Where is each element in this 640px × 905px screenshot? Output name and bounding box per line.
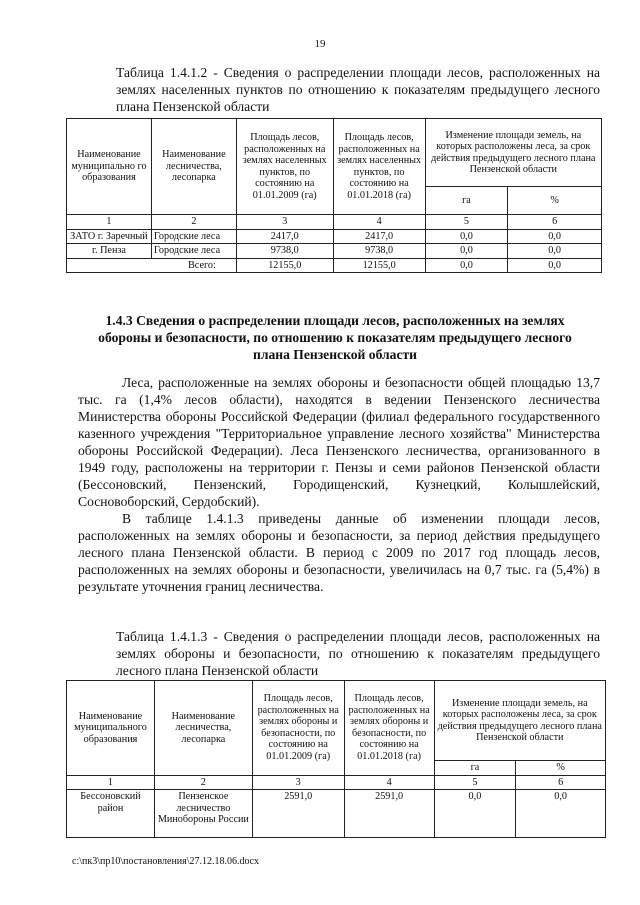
table2-colnum: 5 <box>434 775 516 790</box>
table1-colnum: 5 <box>425 215 508 230</box>
table1-header-area-2018: Площадь лесов, расположенных на землях населенных пунктов, по состоянию на 01.01.2018 (га) <box>333 119 425 215</box>
table1-total-change-ha: 0,0 <box>425 258 508 273</box>
table2-colnum: 6 <box>516 775 606 790</box>
table2-header-municipality: Наименование муниципального образования <box>67 681 155 776</box>
table-row <box>67 229 602 244</box>
table2-cell-area-2018: 2591,0 <box>344 790 434 838</box>
table1-total-change-pct: 0,0 <box>508 258 602 273</box>
table2-header-ha: га <box>434 761 516 776</box>
table-total-row <box>67 258 602 273</box>
table1-cell-area-2018: 9738,0 <box>333 244 425 259</box>
table1-total-area-2009: 12155,0 <box>236 258 333 273</box>
table2-header-area-2009: Площадь лесов, расположенных на землях обороны и безопасности, по состоянию на 01.01.2009 (га) <box>252 681 344 776</box>
table1-cell-area-2018: 2417,0 <box>333 229 425 244</box>
table2-colnum: 2 <box>154 775 252 790</box>
table1-cell-municipality: г. Пенза <box>67 244 152 259</box>
table1-colnum: 2 <box>151 215 236 230</box>
table2-header-area-2018: Площадь лесов, расположенных на землях обороны и безопасности, по состоянию на 01.01.2018 (га) <box>344 681 434 776</box>
section-heading: 1.4.3 Сведения о распределении площади лесов, расположенных на землях обороны и безопасности, по отношению к показателям предыдущего лесного плана Пензенской области <box>98 313 572 362</box>
table1-colnum: 3 <box>236 215 333 230</box>
table1-caption-text: Таблица 1.4.1.2 - Сведения о распределении площади лесов, расположенных на землях населенных пунктов по отношению к показателям предыдущего лесного плана Пензенской области <box>116 65 600 114</box>
table2-header-forestry: Наименование лесничества, лесопарка <box>154 681 252 776</box>
table2-caption <box>72 628 600 679</box>
table2-cell-municipality: Бессоновский район <box>67 790 155 838</box>
table-row <box>67 244 602 259</box>
table1-total-label: Всего: <box>67 258 237 273</box>
table1-cell-change-pct: 0,0 <box>508 244 602 259</box>
table2-colnum: 4 <box>344 775 434 790</box>
table-row <box>67 790 606 838</box>
table1-cell-forestry: Городские леса <box>151 244 236 259</box>
table1 <box>66 118 602 273</box>
table1-header-ha: га <box>425 187 508 215</box>
table2-cell-area-2009: 2591,0 <box>252 790 344 838</box>
table2-header-pct: % <box>516 761 606 776</box>
table2-colnum: 3 <box>252 775 344 790</box>
page-number: 19 <box>314 38 326 50</box>
table2-caption-text: Таблица 1.4.1.3 - Сведения о распределении площади лесов, расположенных на землях обороны и безопасности, по отношению к показателям предыдущего лесного плана Пензенской области <box>116 629 600 678</box>
table2-colnum: 1 <box>67 775 155 790</box>
table1-cell-change-ha: 0,0 <box>425 229 508 244</box>
table1-colnum: 4 <box>333 215 425 230</box>
table2-cell-forestry: Пензенское лесничество Минобороны России <box>154 790 252 838</box>
table1-cell-area-2009: 9738,0 <box>236 244 333 259</box>
table1-header-area-2009: Площадь лесов, расположенных на землях населенных пунктов, по состоянию на 01.01.2009 (га) <box>236 119 333 215</box>
table1-cell-change-pct: 0,0 <box>508 229 602 244</box>
section-body <box>78 374 600 595</box>
table1-header-pct: % <box>508 187 602 215</box>
table1-cell-municipality: ЗАТО г. Заречный <box>67 229 152 244</box>
table2 <box>66 680 606 838</box>
table1-caption <box>72 64 600 115</box>
table2-header-change: Изменение площади земель, на которых расположены леса, за срок действия предыдущего лесного плана Пензенской области <box>434 681 605 761</box>
table1-colnum: 1 <box>67 215 152 230</box>
table2-cell-change-ha: 0,0 <box>434 790 516 838</box>
table1-header-municipality: Наименование муниципально го образования <box>67 119 152 215</box>
paragraph-2: В таблице 1.4.1.3 приведены данные об изменении площади лесов, расположенных на землях обороны и безопасности, за период действия предыдущего лесного плана Пензенской области. В период с 2009 по 2017 год площадь лесов, расположенных на землях обороны и безопасности, увеличилась на 0,7 тыс. га (5,4%) в результате уточнения границ лесничества. <box>78 511 600 594</box>
footer-file-path: c:\пк3\пр10\постановления\27.12.18.06.docx <box>72 856 259 867</box>
table1-cell-change-ha: 0,0 <box>425 244 508 259</box>
table1-total-area-2018: 12155,0 <box>333 258 425 273</box>
table1-header-forestry: Наименование лесничества, лесопарка <box>151 119 236 215</box>
table1-cell-forestry: Городские леса <box>151 229 236 244</box>
table1-header-change: Изменение площади земель, на которых расположены леса, за срок действия предыдущего лесного плана Пензенской области <box>425 119 601 187</box>
table2-cell-change-pct: 0,0 <box>516 790 606 838</box>
table1-cell-area-2009: 2417,0 <box>236 229 333 244</box>
paragraph-1: Леса, расположенные на землях обороны и безопасности общей площадью 13,7 тыс. га (1,4% лесов области), находятся в ведении Пензенского лесничества Министерства обороны Российской Федерации (филиал федерального государственного казенного учреждения "Территориальное управление лесного хозяйства" Министерства обороны Российской Федерации). Леса Пензенского лесничества, организованного в 1949 году, расположены на территории г. Пензы и семи районов Пензенской области (Бессоновский, Пензенский, Городищенский, Кузнецкий, Колышлейский, Сосновоборский, Сердобский). <box>78 375 600 509</box>
table1-colnum: 6 <box>508 215 602 230</box>
